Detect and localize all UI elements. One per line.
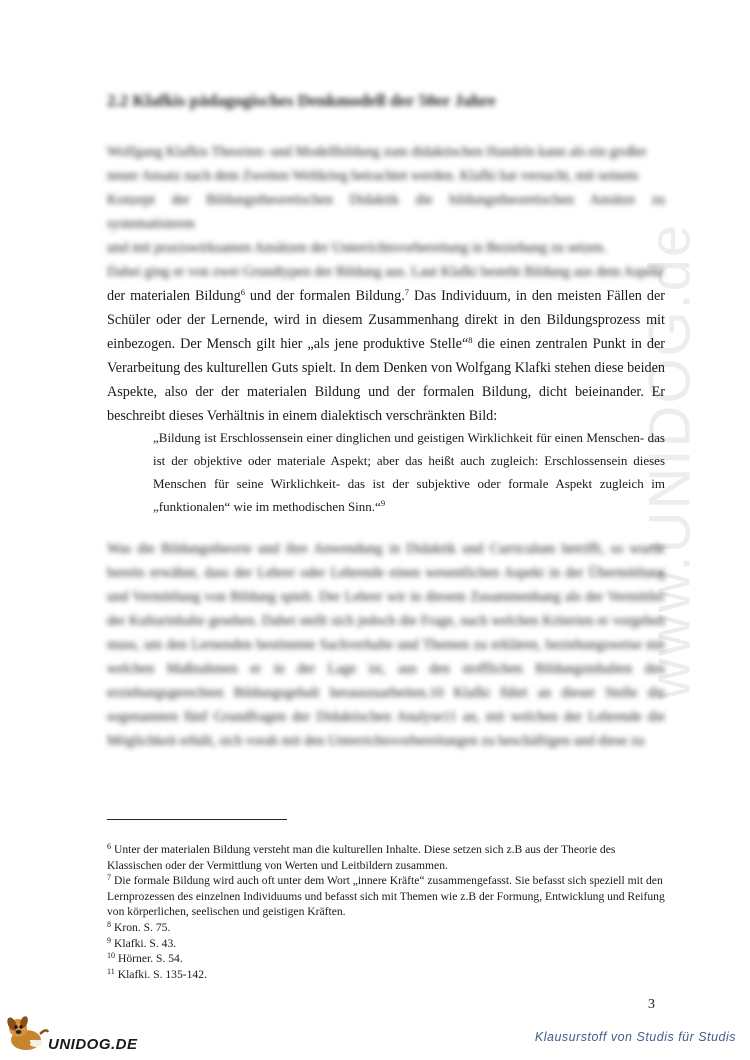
- footnote-11: [107, 967, 667, 983]
- blurred-line: neuer Ansatz nach dem Zweiten Weltkrieg betrachtet werden. Klafki hat versucht, mit seinem: [107, 168, 639, 184]
- footnote-number: 7: [107, 873, 111, 883]
- blurred-line: Wolfgang Klafkis Theorien- und Modellbildung zum didaktischen Handeln kann als ein großer: [107, 144, 647, 160]
- footnote-number: 11: [107, 966, 115, 976]
- blurred-line: und mit praxiswirksamen Ansätzen der Unterrichtsvorbereitung in Beziehung zu setzen.: [107, 240, 607, 256]
- dog-mascot-icon: [4, 1012, 52, 1054]
- footnote-ref-7[interactable]: 7: [404, 287, 410, 297]
- page-number: 3: [648, 997, 655, 1012]
- paragraph-1-visible-text: [107, 284, 665, 428]
- quote-text: „Bildung ist Erschlossensein einer dinglichen und geistigen Wirklichkeit für einen Menschen- das ist der objektive oder materiale Aspekt; aber das heißt auch zugleich: Erschlossensein dieses Menschen für seine Wirklichkeit- das ist der subjektive oder formale Aspekt zugleich im „funktionalen“ wie im methodischen Sinn.“: [153, 430, 665, 514]
- unidog-logo[interactable]: [4, 1012, 164, 1054]
- footnotes: [107, 842, 667, 982]
- text-segment: und der formalen Bildung.: [244, 288, 405, 304]
- footnote-text: Klafki. S. 135-142.: [117, 967, 207, 981]
- block-quote: [153, 426, 665, 518]
- footnote-9: [107, 936, 667, 952]
- footnote-text: Klafki. S. 43.: [114, 936, 177, 950]
- text-segment: der materialen Bildung: [107, 288, 241, 304]
- footnote-text: Kron. S. 75.: [114, 920, 171, 934]
- footnote-number: 9: [107, 935, 111, 945]
- footnote-8: [107, 920, 667, 936]
- footnote-separator: [107, 819, 287, 820]
- footnote-ref-9[interactable]: 9: [380, 498, 386, 508]
- blurred-line: Dabei ging er von zwei Grundtypen der Bildung aus. Laut Klafki besteht Bildung aus dem Aspekt: [107, 264, 664, 280]
- text-segment: die einen zentralen Punkt in der Verarbeitung des kulturellen Guts spielt. In dem Denken von Wolfgang Klafki stehen diese beiden Aspekte, also der der materialen Bildung und der formalen Bildung, dicht beieinander. Er beschreibt dieses Verhältnis in einem dialektisch verschränkten Bild:: [107, 336, 665, 424]
- footnote-7: [107, 873, 667, 920]
- footnote-10: [107, 951, 667, 967]
- logo-wordmark: UNIDOG.DE: [48, 1036, 138, 1053]
- footer-tagline: Klausurstoff von Studis für Studis: [534, 1030, 736, 1044]
- footnote-number: 8: [107, 919, 111, 929]
- footnote-text: Unter der materialen Bildung versteht man die kulturellen Inhalte. Diese setzen sich z.B aus der Theorie des Klassischen oder der Vermittlung von Werten und Leitbildern zusammen.: [107, 843, 616, 872]
- section-heading: 2.2 Klafkis pädagogisches Denkmodell der 50er Jahre: [107, 91, 496, 110]
- footnote-text: Hörner. S. 54.: [118, 952, 183, 966]
- footnote-ref-8[interactable]: 8: [468, 335, 473, 345]
- text-segment: Das Individuum, in den meisten Fällen der Schüler oder der Lernende, wird in diesem Zusammenhang direkt in den Bildungsprozess mit einbezogen. Der Mensch gilt hier „als jene produktive Stelle“: [107, 288, 665, 352]
- footnote-number: 6: [107, 842, 111, 851]
- watermark: www.UNIDOG.de: [637, 222, 703, 700]
- footnote-ref-6[interactable]: 6: [240, 287, 245, 297]
- blurred-line: Konzept der Bildungstheoretischen Didaktik die bildungstheoretischen Ansätze zu systematisieren: [107, 192, 665, 232]
- footnote-number: 10: [107, 951, 115, 961]
- footnote-text: Die formale Bildung wird auch oft unter dem Wort „innere Kräfte“ zusammengefasst. Sie befasst sich speziell mit den Lernprozessen des einzelnen Individuums und befasst sich mit Themen wie z.B der Formung, Entwicklung und Reifung von körperlichen, seelischen und geistigen Kräften.: [107, 874, 665, 919]
- paragraph-2: Was die Bildungstheorie und ihre Anwendung in Didaktik und Curriculum betrifft, so wurde bereits erwähnt, dass der Lehrer oder Lehrende einen wesentlichen Aspekt in der Übermittlung und Vermittlung von Bildung spielt. Der Lehrer wir in diesem Zusammenhang als der Vermittler der Kulturinhalte gesehen. Dabei stellt sich jedoch die Frage, nach welchen Kriterien er vorgehen muss, um den Lernenden bestimmte Sachverhalte und Themen zu erklären, beziehungsweise mit welchen Maßnahmen er in der Lage ist, aus den stofflichen Bildungsinhalten den erziehungsgerechten Bildungsgehalt herauszuarbeiten.10 Klafki führt an dieser Stelle die sogenannten fünf Grundfragen der Didaktischen Analyse11 an, mit welchen der Lehrende die Möglichkeit erhält, sich vorab mit den Unterrichtsvorbereitungen zu beschäftigen und diese zu: [107, 541, 665, 749]
- paragraph-1: [107, 140, 665, 428]
- footnote-6: [107, 842, 667, 873]
